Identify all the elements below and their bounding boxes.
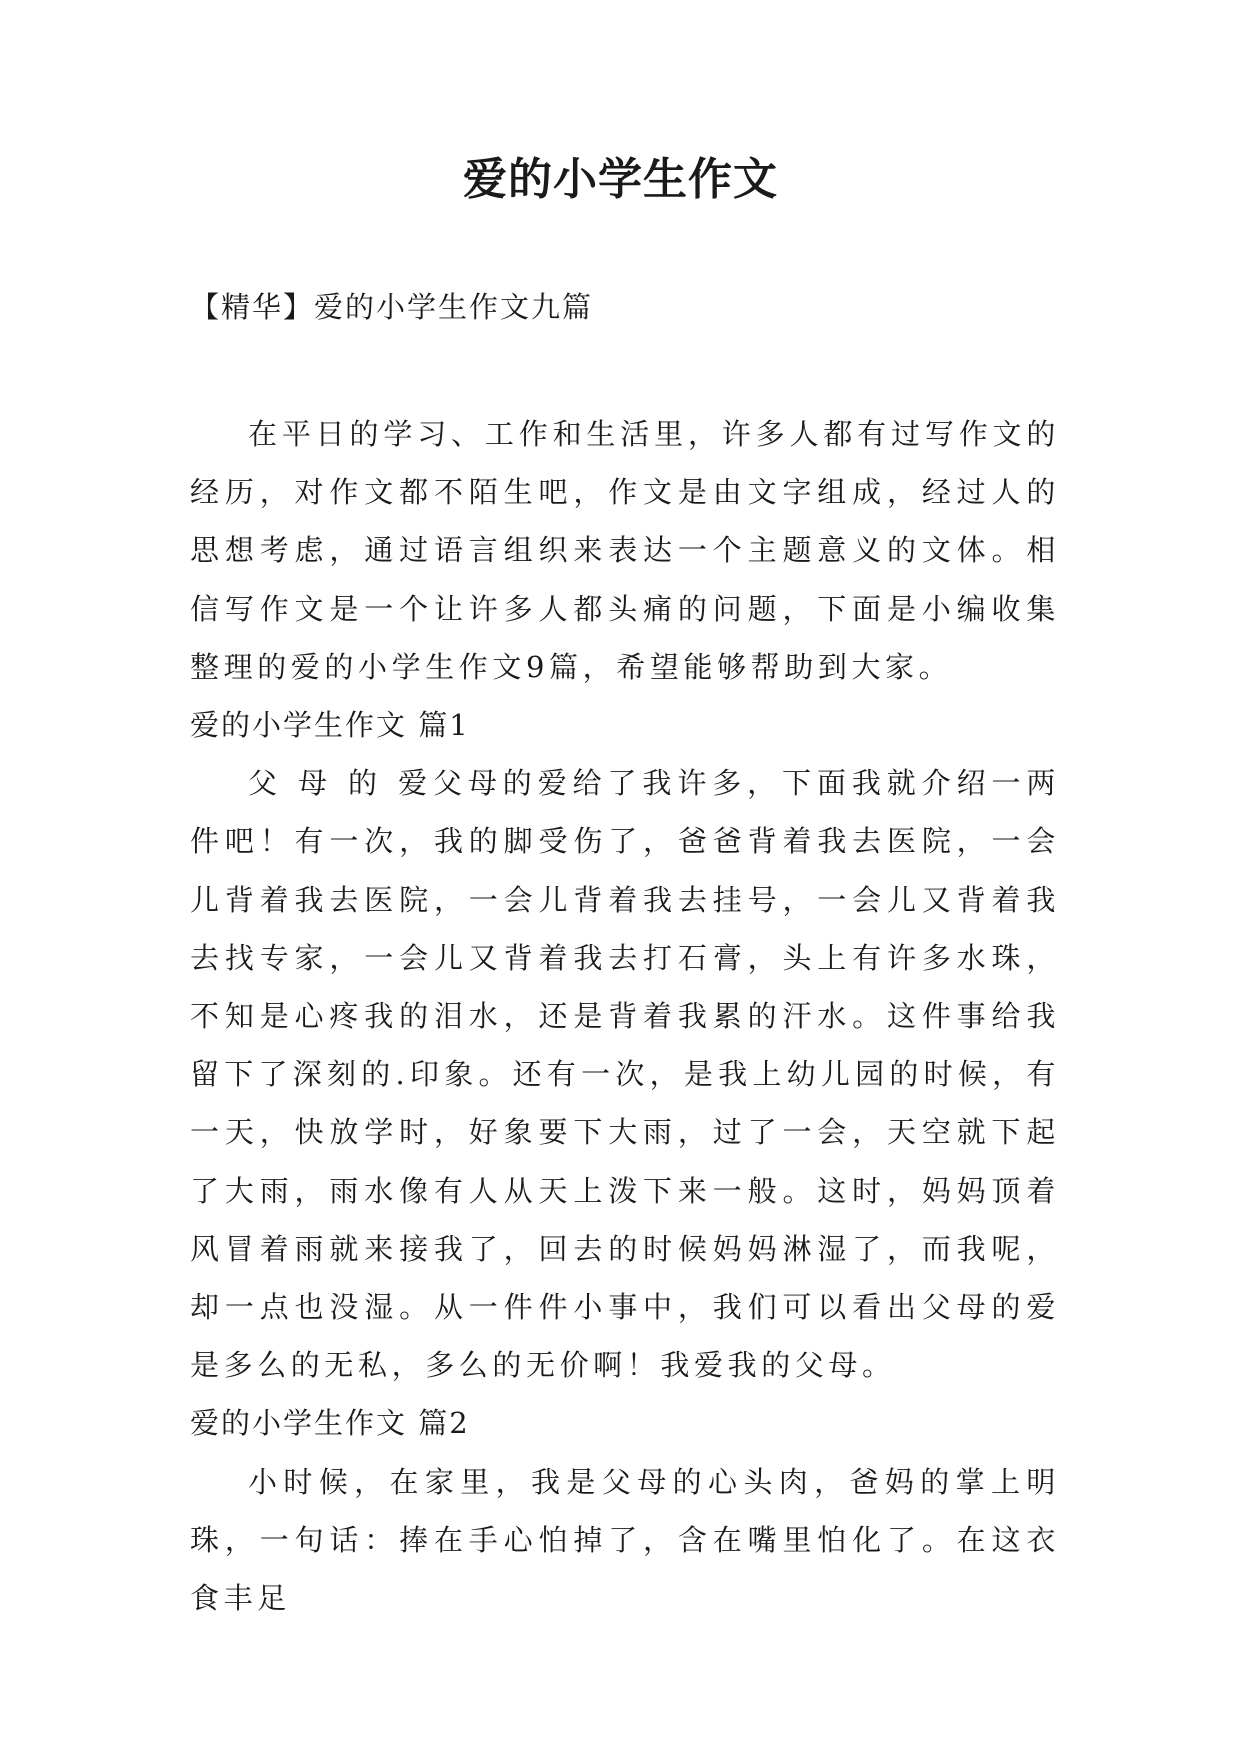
document-title: 爱的小学生作文 — [463, 154, 778, 205]
document-subtitle: 【精华】爱的小学生作文九篇 — [190, 290, 594, 324]
section-paragraph-1: 父 母 的 爱父母的爱给了我许多，下面我就介绍一两件吧！有一次，我的脚受伤了，爸爸背着我去医院，一会儿背着我去医院，一会儿背着我去挂号，一会儿又背着我去找专家，一会儿又背着我去打石膏，头上有许多水珠，不知是心疼我的泪水，还是背着我累的汗水。这件事给我留下了深刻的.印象。还有一次，是我上幼儿园的时候，有一天，快放学时，好象要下大雨，过了一会，天空就下起了大雨，雨水像有人从天上泼下来一般。这时，妈妈顶着风冒着雨就来接我了，回去的时候妈妈淋湿了，而我呢，却一点也没湿。从一件件小事中，我们可以看出父母的爱是多么的无私，多么的无价啊！我爱我的父母。 — [190, 766, 1060, 1383]
document-body — [190, 405, 1060, 1627]
section-heading-2: 爱的小学生作文 篇2 — [190, 1406, 470, 1441]
section-heading-1: 爱的小学生作文 篇1 — [190, 708, 470, 743]
section-paragraph-2: 小时候，在家里，我是父母的心头肉，爸妈的掌上明珠，一句话：捧在手心怕掉了，含在嘴里怕化了。在这衣食丰足 — [190, 1464, 1060, 1616]
intro-paragraph: 在平日的学习、工作和生活里，许多人都有过写作文的经历，对作文都不陌生吧，作文是由文字组成，经过人的思想考虑，通过语言组织来表达一个主题意义的文体。相信写作文是一个让许多人都头痛的问题，下面是小编收集整理的爱的小学生作文9篇，希望能够帮助到大家。 — [190, 417, 1060, 684]
